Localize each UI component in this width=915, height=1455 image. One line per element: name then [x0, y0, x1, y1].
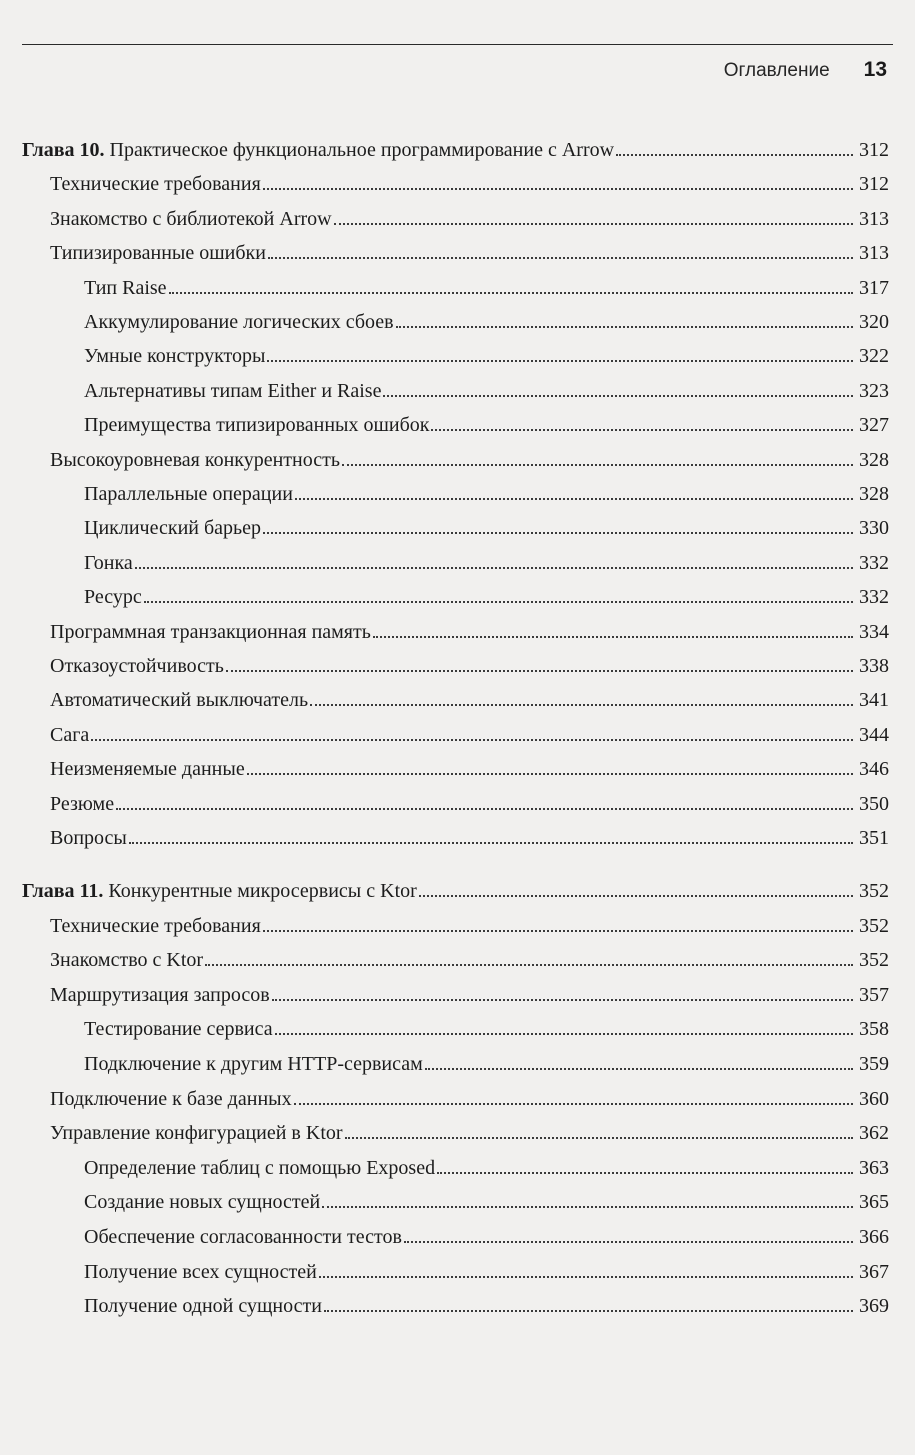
dot-leader [247, 773, 853, 775]
entry-title-text: Тестирование сервиса [84, 1018, 273, 1041]
entry-title [50, 688, 308, 712]
entry-title-text: Получение всех сущностей [84, 1260, 317, 1283]
toc-entry [84, 1011, 889, 1041]
entry-title [50, 826, 127, 850]
entry-title-text: Получение одной сущности [84, 1295, 322, 1318]
dot-leader [431, 429, 853, 431]
entry-title [22, 138, 614, 162]
entry-title [84, 276, 167, 300]
page-number: 13 [863, 58, 887, 81]
entry-title [50, 448, 340, 472]
toc-entry [50, 717, 889, 747]
dot-leader [396, 326, 853, 328]
entry-title-text: Умные конструкторы [84, 345, 266, 368]
entry-page: 317 [859, 276, 889, 299]
dot-leader [404, 1241, 853, 1243]
entry-title-text: Неизменяемые данные [50, 758, 245, 781]
toc-entry [84, 545, 889, 575]
entry-title [50, 654, 224, 678]
toc-entry [84, 304, 889, 334]
entry-page: 312 [859, 139, 889, 161]
entry-title-text: Маршрутизация запросов [50, 983, 270, 1006]
entry-page: 367 [859, 1260, 889, 1283]
entry-title [50, 207, 332, 231]
toc-entry [50, 201, 889, 231]
entry-title [84, 1190, 320, 1214]
toc-entry [50, 786, 889, 816]
dot-leader [267, 360, 853, 362]
entry-page: 346 [859, 758, 889, 781]
entry-title-text: Технические требования [50, 173, 261, 196]
toc-entry [50, 942, 889, 972]
entry-page: 313 [859, 207, 889, 230]
dot-leader [383, 395, 853, 397]
entry-title [50, 241, 266, 265]
dot-leader [319, 1276, 853, 1278]
dot-leader [226, 670, 853, 672]
toc-entry [84, 338, 889, 368]
entry-title [84, 482, 293, 506]
dot-leader [334, 223, 853, 225]
entry-page: 327 [859, 414, 889, 437]
entry-page: 312 [859, 173, 889, 196]
entry-title-text: Резюме [50, 792, 115, 815]
entry-title-text: Параллельные операции [84, 483, 293, 505]
entry-page: 328 [859, 448, 889, 471]
toc-entry [50, 442, 889, 472]
entry-page: 338 [859, 655, 889, 677]
entry-page: 365 [859, 1191, 889, 1214]
entry-title-text: Альтернативы типам Either и Raise [84, 379, 382, 402]
toc-entry [84, 270, 889, 300]
dot-leader [144, 601, 853, 603]
dot-leader [342, 464, 853, 466]
entry-title [84, 344, 265, 368]
entry-page: 332 [859, 586, 889, 609]
entry-page: 328 [859, 483, 889, 505]
entry-page: 330 [859, 517, 889, 540]
entry-title [84, 1052, 423, 1076]
running-head-title: Оглавление [723, 60, 830, 81]
entry-page: 323 [859, 379, 889, 402]
toc-entry [50, 1081, 889, 1111]
toc-entry [50, 166, 889, 196]
entry-page: 363 [859, 1156, 889, 1179]
entry-title [84, 1017, 273, 1041]
entry-page: 341 [859, 689, 889, 712]
entry-title [50, 1087, 292, 1111]
toc-entry [84, 1046, 889, 1076]
entry-title-text: Технические требования [50, 914, 261, 937]
dot-leader [373, 636, 853, 638]
entry-page: 369 [859, 1295, 889, 1318]
toc-entry [50, 682, 889, 712]
entry-title-text: Автоматический выключатель [50, 689, 309, 712]
toc-entry [84, 579, 889, 609]
entry-title-text: Преимущества типизированных ошибок [84, 414, 430, 437]
entry-page: 334 [859, 620, 889, 643]
entry-title-text: Ресурс [84, 586, 142, 609]
toc-entry [50, 908, 889, 938]
toc-entry [50, 235, 889, 265]
entry-title-text: Типизированные ошибки [50, 242, 266, 265]
entry-title-text: Подключение к базе данных [50, 1087, 292, 1110]
entry-page: 352 [859, 949, 889, 972]
entry-title-text: Определение таблиц с помощью Exposed [84, 1156, 436, 1179]
entry-title [84, 379, 381, 403]
dot-leader [324, 1310, 853, 1312]
entry-title [50, 172, 261, 196]
chapter-title: Практическое функциональное программирование с Arrow [109, 139, 615, 161]
entry-title [84, 1294, 322, 1318]
dot-leader [272, 999, 853, 1001]
entry-title [84, 1156, 435, 1180]
entry-title-text: Высокоуровневая конкурентность [50, 448, 340, 471]
dot-leader [294, 1103, 853, 1105]
toc-entry [50, 977, 889, 1007]
entry-page: 362 [859, 1122, 889, 1145]
dot-leader [263, 188, 853, 190]
entry-title-text: Подключение к другим HTTP-сервисам [84, 1053, 423, 1075]
entry-page: 360 [859, 1087, 889, 1110]
entry-title [84, 1225, 402, 1249]
entry-title [50, 620, 371, 644]
entry-title-text: Вопросы [50, 827, 127, 849]
chapter-prefix: Глава 11. [22, 880, 104, 902]
entry-title-text: Создание новых сущностей [84, 1191, 321, 1214]
entry-title [50, 1121, 343, 1145]
entry-title [50, 948, 203, 972]
toc-entry [84, 1184, 889, 1214]
entry-page: 332 [859, 551, 889, 574]
header-rule [22, 44, 893, 45]
dot-leader [437, 1172, 853, 1174]
entry-title-text: Знакомство с библиотекой Arrow [50, 207, 332, 230]
toc-entry [84, 476, 889, 506]
dot-leader [322, 1206, 853, 1208]
toc-entry [84, 1288, 889, 1318]
entry-title [84, 413, 429, 437]
entry-title-text: Тип Raise [84, 276, 167, 299]
entry-title-text: Аккумулирование логических сбоев [84, 311, 394, 333]
toc-entry [84, 510, 889, 540]
entry-title-text: Гонка [84, 551, 133, 574]
entry-title-text: Программная транзакционная память [50, 620, 371, 643]
dot-leader [275, 1033, 853, 1035]
dot-leader [263, 532, 853, 534]
entry-page: 359 [859, 1053, 889, 1075]
toc-entry [50, 648, 889, 678]
dot-leader [310, 704, 853, 706]
dot-leader [91, 739, 853, 741]
dot-leader [419, 895, 853, 897]
entry-title [84, 551, 133, 575]
dot-leader [263, 930, 853, 932]
toc-entry [84, 1150, 889, 1180]
entry-title-text: Отказоустойчивость [50, 655, 224, 677]
entry-page: 358 [859, 1018, 889, 1041]
entry-title-text: Циклический барьер [84, 517, 262, 540]
entry-title [50, 983, 270, 1007]
entry-page: 322 [859, 345, 889, 368]
toc-entry [50, 751, 889, 781]
dot-leader [295, 498, 853, 500]
entry-title [50, 914, 261, 938]
chapter-prefix: Глава 10. [22, 139, 105, 161]
dot-leader [116, 808, 853, 810]
dot-leader [345, 1137, 853, 1139]
entry-page: 313 [859, 242, 889, 265]
chapter-title: Конкурентные микросервисы с Ktor [108, 880, 417, 902]
entry-title [50, 757, 245, 781]
entry-title-text: Сага [50, 723, 90, 746]
dot-leader [129, 842, 853, 844]
entry-page: 344 [859, 723, 889, 746]
dot-leader [135, 567, 853, 569]
dot-leader [169, 292, 853, 294]
entry-title-text: Знакомство с Ktor [50, 949, 204, 972]
entry-page: 350 [859, 792, 889, 815]
entry-title [50, 723, 89, 747]
toc-entry [50, 820, 889, 850]
chapter-heading [22, 873, 889, 903]
entry-title [84, 585, 142, 609]
entry-page: 366 [859, 1226, 889, 1248]
toc-entry [84, 373, 889, 403]
chapter-heading [22, 132, 889, 162]
toc-entry [50, 1115, 889, 1145]
toc-entry [84, 1254, 889, 1284]
entry-title [22, 879, 417, 903]
running-head [724, 58, 887, 82]
entry-page: 320 [859, 311, 889, 333]
dot-leader [205, 964, 853, 966]
dot-leader [616, 154, 853, 156]
toc-entry [84, 407, 889, 437]
dot-leader [425, 1068, 853, 1070]
entry-page: 351 [859, 827, 889, 849]
entry-page: 352 [859, 880, 889, 902]
entry-page: 357 [859, 983, 889, 1006]
toc-entry [50, 614, 889, 644]
entry-title [84, 310, 394, 334]
toc-entry [84, 1219, 889, 1249]
dot-leader [268, 257, 853, 259]
entry-title-text: Управление конфигурацией в Ktor [50, 1122, 343, 1145]
entry-title [50, 792, 114, 816]
entry-page: 352 [859, 914, 889, 937]
entry-title [84, 1260, 317, 1284]
entry-title [84, 516, 261, 540]
entry-title-text: Обеспечение согласованности тестов [84, 1226, 402, 1248]
